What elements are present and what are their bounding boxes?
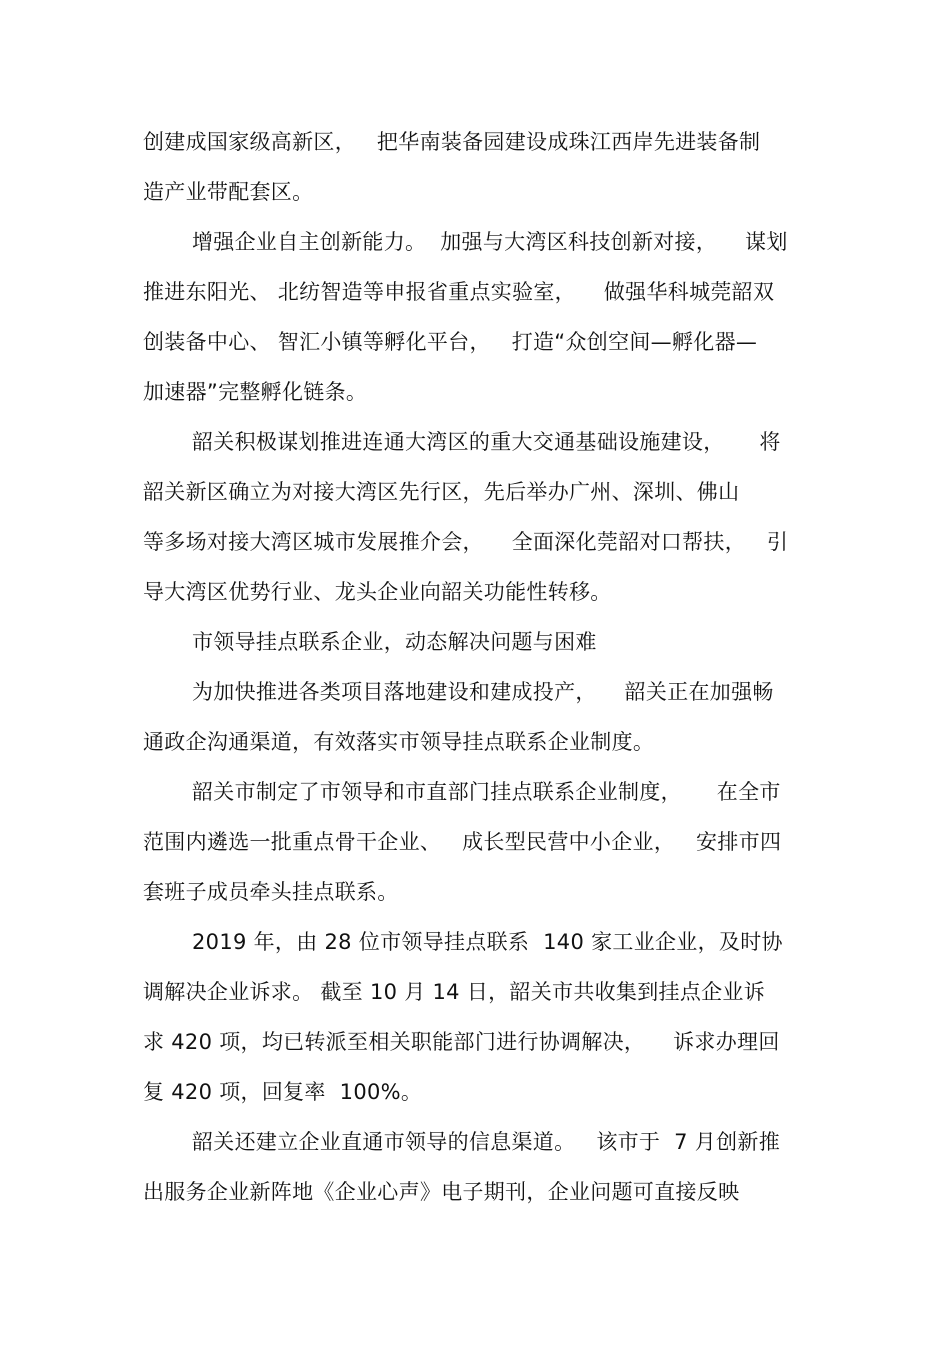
text-line: 导大湾区优势行业、龙头企业向韶关功能性转移。 (143, 580, 612, 604)
text-line: 增强企业自主创新能力。 加强与大湾区科技创新对接， 谋划 (192, 230, 788, 254)
text-line: 为加快推进各类项目落地建设和建成投产， 韶关正在加强畅 (192, 680, 774, 704)
text-line: 韶关新区确立为对接大湾区先行区，先后举办广州、深圳、佛山 (143, 480, 740, 504)
text-line: 等多场对接大湾区城市发展推介会， 全面深化莞韶对口帮扶， 引 (143, 530, 789, 554)
text-line: 范围内遴选一批重点骨干企业、 成长型民营中小企业， 安排市四 (143, 830, 782, 854)
text-line: 调解决企业诉求。 截至 10 月 14 日，韶关市共收集到挂点企业诉 (143, 980, 766, 1004)
text-line: 求 420 项，均已转派至相关职能部门进行协调解决， 诉求办理回 (143, 1030, 780, 1054)
text-line: 复 420 项，回复率 100%。 (143, 1080, 423, 1104)
text-line: 韶关还建立企业直通市领导的信息渠道。 该市于 7 月创新推 (192, 1130, 781, 1154)
text-line: 通政企沟通渠道，有效落实市领导挂点联系企业制度。 (143, 730, 655, 754)
text-line: 造产业带配套区。 (143, 180, 314, 204)
section-heading: 市领导挂点联系企业，动态解决问题与困难 (192, 630, 597, 654)
text-line: 韶关积极谋划推进连通大湾区的重大交通基础设施建设， 将 (192, 430, 781, 454)
text-line: 韶关市制定了市领导和市直部门挂点联系企业制度， 在全市 (192, 780, 781, 804)
text-line: 创装备中心、 智汇小镇等孵化平台， 打造“众创空间—孵化器— (143, 330, 758, 354)
text-line: 创建成国家级高新区， 把华南装备园建设成珠江西岸先进装备制 (143, 130, 761, 154)
text-line: 加速器”完整孵化链条。 (143, 380, 368, 404)
text-line: 套班子成员牵头挂点联系。 (143, 880, 399, 904)
text-line: 出服务企业新阵地《企业心声》电子期刊，企业问题可直接反映 (143, 1180, 740, 1204)
text-line: 推进东阳光、 北纺智造等申报省重点实验室， 做强华科城莞韶双 (143, 280, 775, 304)
text-line: 2019 年，由 28 位市领导挂点联系 140 家工业企业，及时协 (192, 930, 783, 954)
